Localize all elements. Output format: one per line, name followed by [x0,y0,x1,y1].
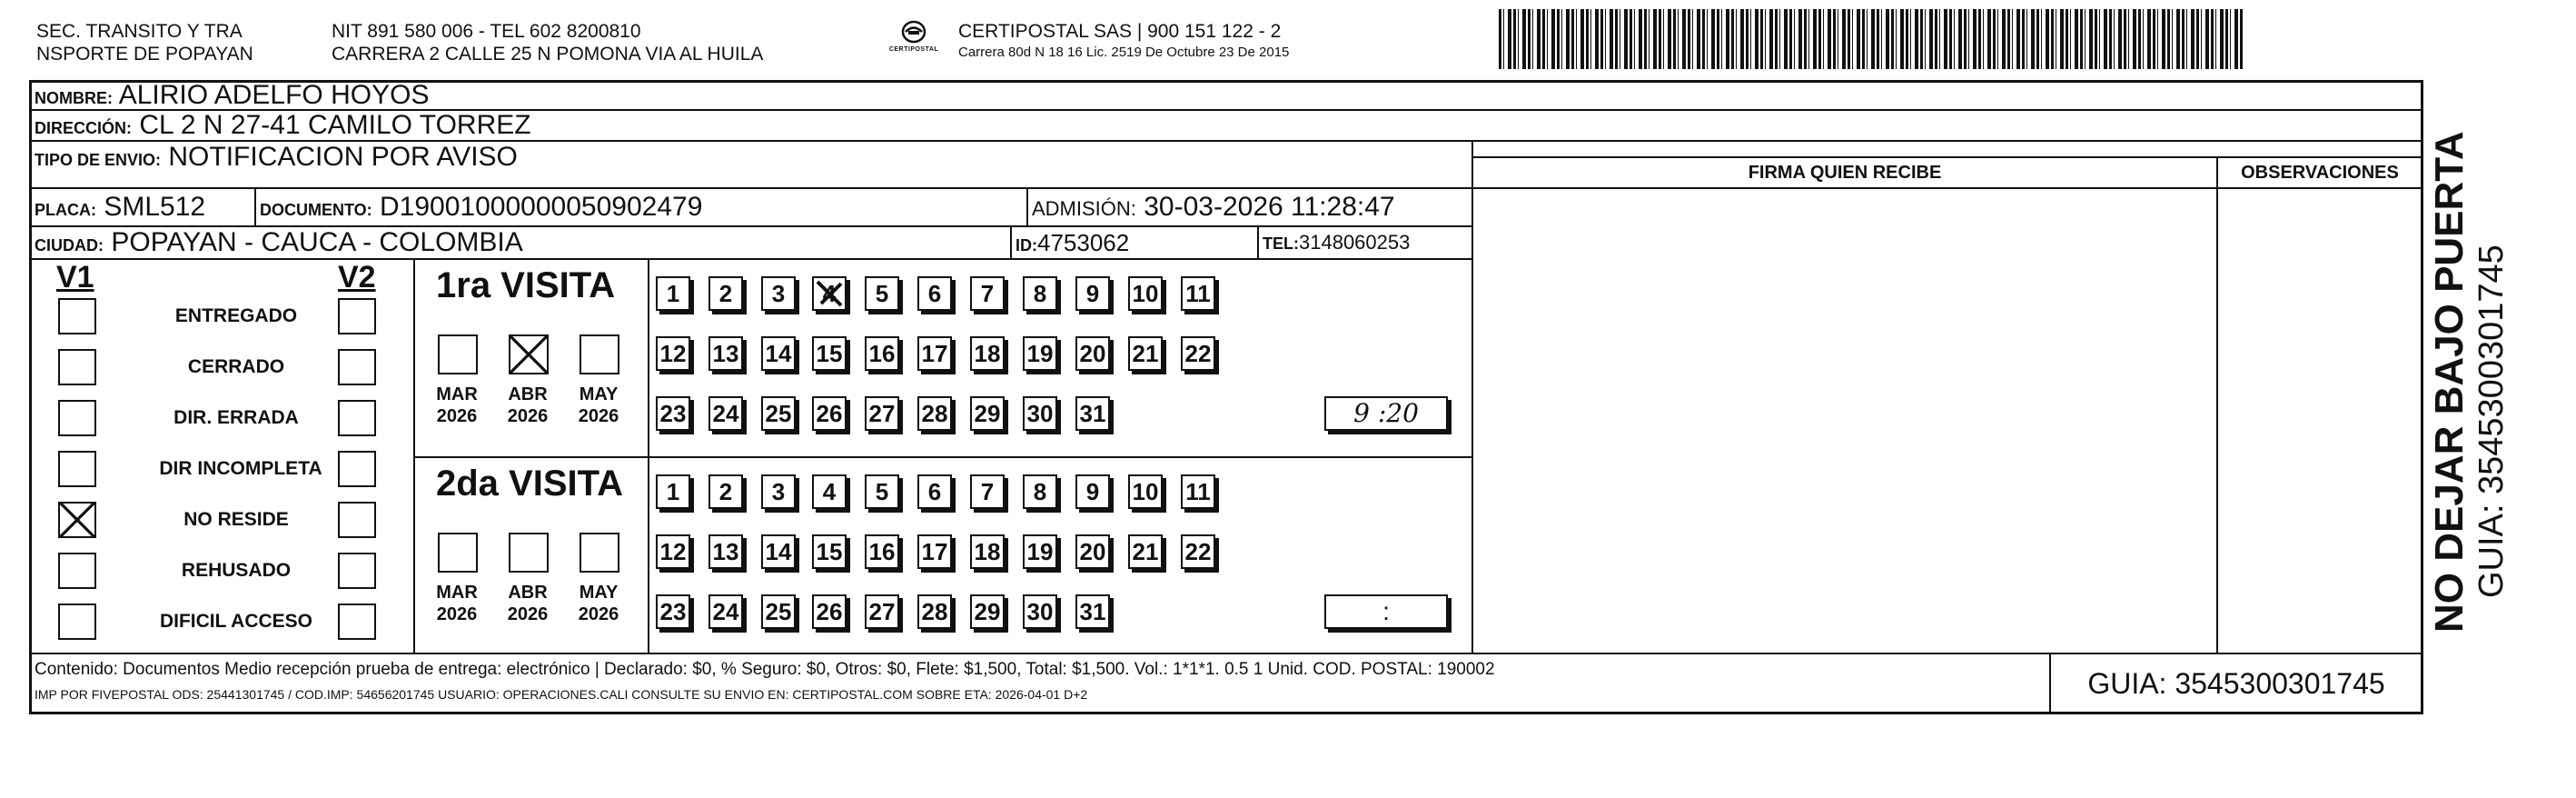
visit-2-day-16[interactable]: 16 [865,534,899,569]
visit-1-month-year: 2026 [436,406,478,426]
status-label-2: DIR. ERRADA [173,407,299,428]
status-label-3: DIR INCOMPLETA [159,458,322,479]
visit-2-day-14[interactable]: 14 [761,534,796,569]
visit-1-day-5[interactable]: 5 [865,276,899,311]
direccion-value: CL 2 N 27-41 CAMILO TORREZ [139,110,531,140]
visit-2-day-1[interactable]: 1 [656,474,690,509]
visit-2-month-name: MAY [579,583,619,603]
visit-1-day-27[interactable]: 27 [865,396,899,431]
barcode [1499,9,2244,69]
tel-value: 3148060253 [1299,231,1411,254]
visit-2-time[interactable]: : [1324,594,1448,629]
observaciones-label: OBSERVACIONES [2216,156,2423,189]
visit-1-day-26[interactable]: 26 [812,396,847,431]
row-tipo [29,140,1473,189]
visit-1-day-22[interactable]: 22 [1181,336,1215,371]
footer-imp: IMP POR FIVEPOSTAL ODS: 25441301745 / COD.IMP: 54656201745 USUARIO: OPERACIONES.CALI CONSULTE SU ENVIO EN: CERTIPOSTAL.COM SOBRE ETA: 2026-04-01 D+2 [35,687,1088,702]
visit-2-month-year: 2026 [507,604,549,624]
v1-checkbox-5[interactable] [58,553,96,589]
visit-1-month-name: MAR [436,384,478,404]
visit-2-day-4[interactable]: 4 [812,474,847,509]
sender-line-1: SEC. TRANSITO Y TRA [36,21,243,42]
visit-1-month-year: 2026 [507,406,549,426]
visit-2-day-21[interactable]: 21 [1128,534,1163,569]
admision-value: 30-03-2026 11:28:47 [1144,192,1395,222]
row-direccion [29,109,2423,142]
v2-checkbox-0[interactable] [338,298,376,334]
firma-label: FIRMA QUIEN RECIBE [1471,156,2218,189]
status-label-4: NO RESIDE [183,509,289,530]
documento-value: D19001000000050902479 [380,192,703,222]
visit-2-day-30[interactable]: 30 [1023,594,1057,629]
visit-1-day-16[interactable]: 16 [865,336,899,371]
visit-1-day-10[interactable]: 10 [1128,276,1163,311]
visit-2-day-20[interactable]: 20 [1075,534,1110,569]
visit-1-day-6[interactable]: 6 [917,276,952,311]
visit-1-day-7[interactable]: 7 [970,276,1005,311]
nombre-label: NOMBRE: [35,89,113,107]
placa-cell [29,187,256,227]
v2-checkbox-4[interactable] [338,502,376,538]
documento-label: DOCUMENTO: [260,201,372,219]
visit-2-day-11[interactable]: 11 [1181,474,1215,509]
visit-2-day-23[interactable]: 23 [656,594,690,629]
tel-cell [1257,225,1473,260]
visit-2-day-31[interactable]: 31 [1075,594,1110,629]
visit-1-month-year: 2026 [578,406,619,426]
visit-2-day-18[interactable]: 18 [970,534,1005,569]
visit-2-day-10[interactable]: 10 [1128,474,1163,509]
direccion-label: DIRECCIÓN: [35,119,132,137]
v1-checkbox-1[interactable] [58,349,96,385]
visit-2-month-year: 2026 [578,604,619,624]
visit-1-month-label-abr [496,384,560,427]
visit-2-day-26[interactable]: 26 [812,594,847,629]
v2-checkbox-5[interactable] [338,553,376,589]
visit-1-day-24[interactable]: 24 [708,396,743,431]
carrier-name: CERTIPOSTAL SAS | 900 151 122 - 2 [958,21,1282,42]
tipo-value: NOTIFICACION POR AVISO [168,142,518,172]
side-guia: GUIA: 3545300301745 [2472,244,2511,598]
sender-line-2: NSPORTE DE POPAYAN [36,44,253,65]
ciudad-cell [29,225,1012,260]
v2-checkbox-6[interactable] [338,603,376,640]
row-nombre [29,80,2423,111]
visit-2-month-checkbox-may[interactable] [580,533,619,573]
status-label-1: CERRADO [187,356,285,377]
visit-1-day-4[interactable]: 4 [812,276,847,311]
v1-checkbox-6[interactable] [58,603,96,640]
visit-2-month-year: 2026 [436,604,478,624]
visit-2-month-checkbox-mar[interactable] [438,533,478,573]
visit-2-day-7[interactable]: 7 [970,474,1005,509]
documento-cell [254,187,1028,227]
nit-line: NIT 891 580 006 - TEL 602 8200810 [332,21,641,42]
footer-guia: GUIA: 3545300301745 [2049,653,2423,714]
carrier-logo-icon [896,20,932,45]
visit-1-month-name: MAY [579,384,619,404]
status-label-0: ENTREGADO [174,305,298,326]
admision-label: ADMISIÓN: [1032,197,1136,220]
sender-name [36,20,253,65]
visit-2-day-15[interactable]: 15 [812,534,847,569]
visit-1-day-23[interactable]: 23 [656,396,690,431]
visit-1-day-28[interactable]: 28 [917,396,952,431]
visit-1-day-14[interactable]: 14 [761,336,796,371]
visit-1-time[interactable]: 9 :20 [1324,396,1448,431]
visit-1-day-25[interactable]: 25 [761,396,796,431]
visit-2-month-label-may [567,582,630,625]
visit-2-day-3[interactable]: 3 [761,474,796,509]
visit-1-day-31[interactable]: 31 [1075,396,1110,431]
carrier-info [958,20,1289,63]
carrier-logo [888,20,939,53]
v1-checkbox-2[interactable] [58,400,96,436]
visit-2-month-name: MAR [436,583,478,603]
visit-1-day-11[interactable]: 11 [1181,276,1215,311]
visit-1-day-3[interactable]: 3 [761,276,796,311]
visit-2-day-24[interactable]: 24 [708,594,743,629]
visit-2-day-19[interactable]: 19 [1023,534,1057,569]
visit-1-month-name: ABR [508,384,548,404]
visit-1-day-30[interactable]: 30 [1023,396,1057,431]
visit-2-day-29[interactable]: 29 [970,594,1005,629]
visit-2-day-27[interactable]: 27 [865,594,899,629]
visit-1-day-8[interactable]: 8 [1023,276,1057,311]
visit-1-day-18[interactable]: 18 [970,336,1005,371]
visit-1-day-2[interactable]: 2 [708,276,743,311]
visit-2-day-28[interactable]: 28 [917,594,952,629]
visit-1-month-checkbox-abr[interactable] [509,334,549,374]
visit-1-day-19[interactable]: 19 [1023,336,1057,371]
v2-checkbox-1[interactable] [338,349,376,385]
tipo-label: TIPO DE ENVIO: [35,151,162,169]
visit-2-day-22[interactable]: 22 [1181,534,1215,569]
id-value: 4753062 [1037,229,1130,256]
address-line: CARRERA 2 CALLE 25 N POMONA VIA AL HUILA [332,44,764,65]
visit-2-month-label-abr [496,582,560,625]
visit-1-day-13[interactable]: 13 [708,336,743,371]
visit-1-day-1[interactable]: 1 [656,276,690,311]
logo-caption: CERTIPOSTAL [888,46,939,53]
visit-1-day-17[interactable]: 17 [917,336,952,371]
visit-2-day-9[interactable]: 9 [1075,474,1110,509]
placa-label: PLACA: [35,201,96,219]
side-warning: NO DEJAR BAJO PUERTA [2427,131,2472,633]
visit-2-month-checkbox-abr[interactable] [509,533,549,573]
visit-2-day-25[interactable]: 25 [761,594,796,629]
observaciones-area[interactable] [2216,156,2423,654]
visit-1-month-label-may [567,384,630,427]
v2-label: V2 [338,260,376,294]
visit-2-month-label-mar [425,582,489,625]
visit-1-month-checkbox-may[interactable] [580,334,619,374]
ciudad-label: CIUDAD: [35,236,104,254]
visit-2-day-13[interactable]: 13 [708,534,743,569]
visit-2-day-12[interactable]: 12 [656,534,690,569]
id-label: ID: [1016,236,1037,254]
visit-1-day-9[interactable]: 9 [1075,276,1110,311]
visit-1-month-checkbox-mar[interactable] [438,334,478,374]
visit-1-day-20[interactable]: 20 [1075,336,1110,371]
visit-2-day-6[interactable]: 6 [917,474,952,509]
carrier-license: Carrera 80d N 18 16 Lic. 2519 De Octubre 23 De 2015 [958,45,1290,60]
visit-1-title: 1ra VISITA [436,265,616,305]
id-cell [1010,225,1259,260]
visit-1-day-21[interactable]: 21 [1128,336,1163,371]
visit-2-day-17[interactable]: 17 [917,534,952,569]
v1-checkbox-4[interactable] [58,502,96,538]
footer-contenido: Contenido: Documentos Medio recepción prueba de entrega: electrónico | Declarado: $0, % Seguro: $0, Otros: $0, Flete: $1,500, Total: $1,500. Vol.: 1*1*1. 0.5 1 Unid. COD. POSTAL: 190002 [35,660,1495,679]
v1-checkbox-3[interactable] [58,451,96,487]
visit-2-day-5[interactable]: 5 [865,474,899,509]
visit-2-day-8[interactable]: 8 [1023,474,1057,509]
sender-contact [332,20,763,65]
visit-2-month-name: ABR [508,583,548,603]
status-label-6: DIFICIL ACCESO [159,611,312,632]
visit-2-day-2[interactable]: 2 [708,474,743,509]
admision-cell [1026,187,1473,227]
status-label-5: REHUSADO [181,560,292,581]
visit-2-title: 2da VISITA [436,464,623,504]
visit-1-day-29[interactable]: 29 [970,396,1005,431]
nombre-value: ALIRIO ADELFO HOYOS [118,80,430,110]
placa-value: SML512 [104,192,206,222]
v1-label: V1 [56,260,94,294]
tel-label: TEL: [1263,234,1299,253]
firma-area[interactable] [1471,156,2218,654]
visit-1-month-label-mar [425,384,489,427]
v2-checkbox-2[interactable] [338,400,376,436]
visit-1-day-12[interactable]: 12 [656,336,690,371]
v1-checkbox-0[interactable] [58,298,96,334]
ciudad-value: POPAYAN - CAUCA - COLOMBIA [111,227,523,257]
visit-1-day-15[interactable]: 15 [812,336,847,371]
